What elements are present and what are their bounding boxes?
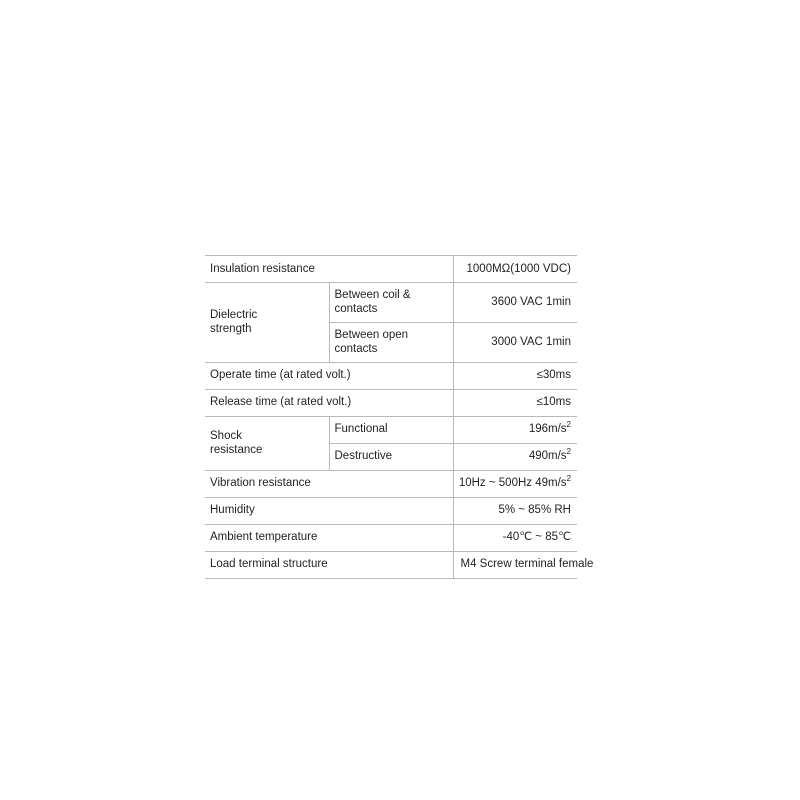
table-row [205, 551, 577, 578]
vibration-resistance-exponent: 2 [566, 474, 571, 484]
row-value-dielectric-coil-contacts: 3600 VAC 1min [453, 283, 577, 323]
row-label-load-terminal-structure: Load terminal structure [205, 551, 453, 578]
row-label-release-time: Release time (at rated volt.) [205, 389, 453, 416]
row-sublabel-destructive: Destructive [329, 443, 453, 470]
row-label-dielectric-strength [205, 283, 329, 363]
table-row [205, 283, 577, 323]
row-label-shock-resistance [205, 416, 329, 470]
table-row [205, 470, 577, 497]
row-label-vibration-resistance: Vibration resistance [205, 470, 453, 497]
row-value-humidity: 5% ~ 85% RH [453, 497, 577, 524]
spec-table-container [205, 255, 594, 579]
shock-functional-number: 196m/s [528, 423, 567, 436]
row-value-insulation-resistance: 1000MΩ(1000 VDC) [453, 256, 577, 283]
row-value-operate-time: ≤30ms [453, 362, 577, 389]
row-value-shock-functional [453, 416, 577, 443]
table-row [205, 524, 577, 551]
row-value-release-time: ≤10ms [453, 389, 577, 416]
row-value-shock-destructive [453, 443, 577, 470]
dielectric-strength-line1: Dielectric [210, 308, 258, 321]
shock-functional-exponent: 2 [566, 420, 571, 430]
table-row [205, 362, 577, 389]
dielectric-strength-line2: strength [210, 323, 252, 336]
row-label-ambient-temperature: Ambient temperature [205, 524, 453, 551]
row-sublabel-between-coil-contacts: Between coil & contacts [329, 283, 453, 323]
row-label-operate-time: Operate time (at rated volt.) [205, 362, 453, 389]
specification-table [205, 255, 594, 579]
vibration-resistance-number: 10Hz ~ 500Hz 49m/s [458, 477, 567, 490]
shock-resistance-line1: Shock [210, 429, 242, 442]
shock-resistance-line2: resistance [210, 444, 263, 456]
table-row [205, 389, 577, 416]
row-sublabel-functional: Functional [329, 416, 453, 443]
table-row [205, 256, 577, 283]
row-value-load-terminal-structure: M4 Screw terminal female [453, 551, 577, 578]
shock-destructive-exponent: 2 [566, 447, 571, 457]
row-label-humidity: Humidity [205, 497, 453, 524]
row-value-vibration-resistance [453, 470, 577, 497]
shock-destructive-number: 490m/s [528, 450, 567, 463]
table-row [205, 497, 577, 524]
row-value-ambient-temperature: -40℃ ~ 85℃ [453, 524, 577, 551]
row-value-dielectric-open-contacts: 3000 VAC 1min [453, 322, 577, 362]
row-label-insulation-resistance: Insulation resistance [205, 256, 453, 283]
row-sublabel-between-open-contacts: Between open contacts [329, 322, 453, 362]
table-row [205, 416, 577, 443]
